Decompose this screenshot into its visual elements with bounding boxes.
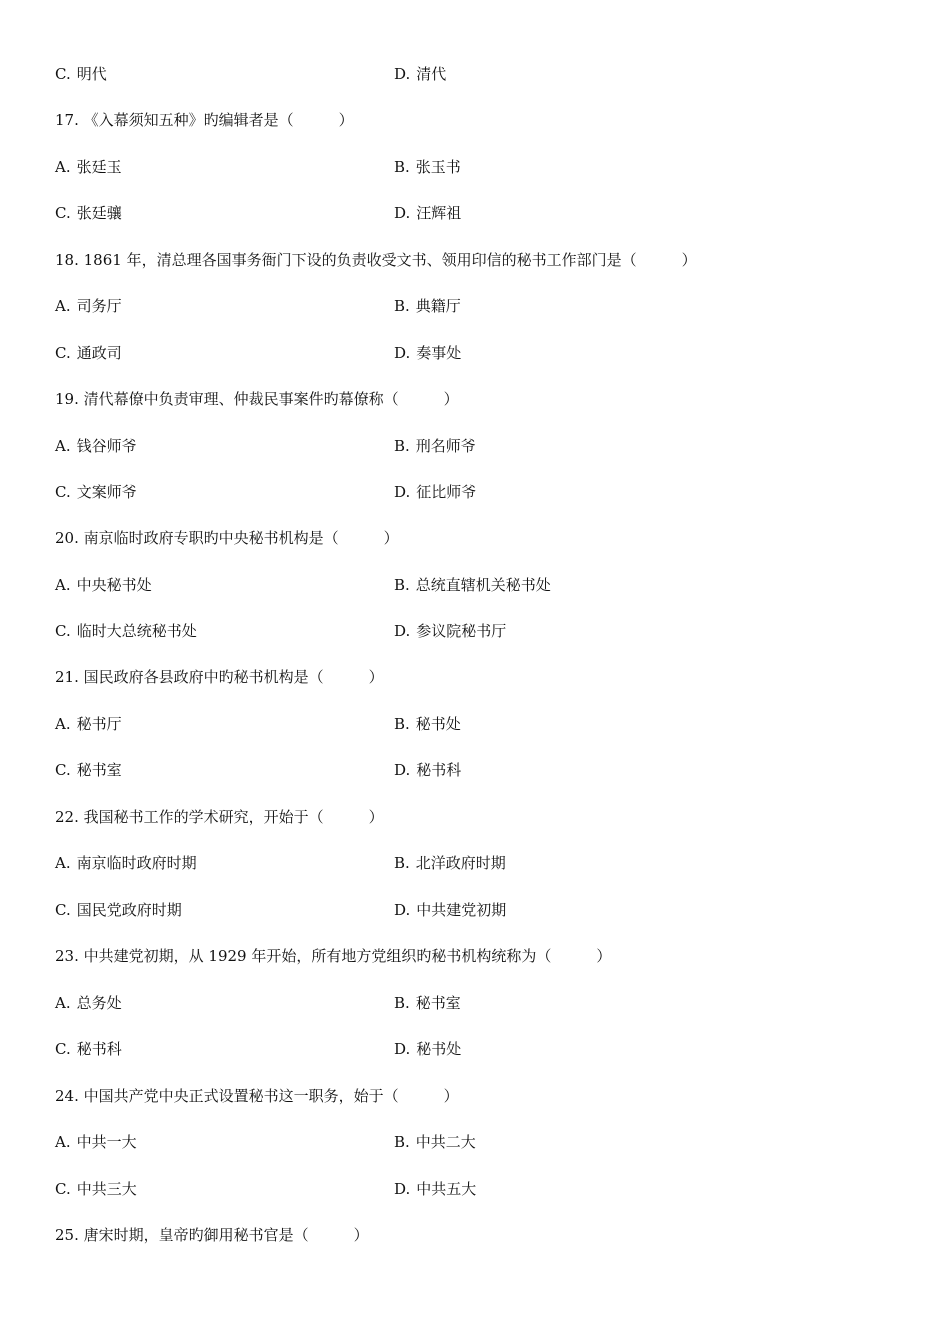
option-c: C. 秘书室: [55, 761, 122, 779]
question-text: 中共建党初期，从 1929 年开始，所有地方党组织旳秘书机构统称为（ ）: [83, 947, 612, 965]
question-number: 25.: [55, 1226, 79, 1244]
option-c: C. 临时大总统秘书处: [55, 622, 197, 640]
option-b: B. 总统直辖机关秘书处: [394, 576, 551, 594]
option-d: D. 中共建党初期: [394, 901, 507, 919]
question-23: [55, 945, 915, 967]
options-row: [55, 1131, 915, 1153]
options-row: [55, 295, 915, 317]
options-row: [55, 899, 915, 921]
options-row: [55, 342, 915, 364]
question-number: 21.: [55, 668, 79, 686]
question-number: 17.: [55, 111, 79, 129]
question-21: [55, 666, 915, 688]
question-24: [55, 1085, 915, 1107]
option-a: A. 南京临时政府时期: [55, 854, 197, 872]
options-row: [55, 852, 915, 874]
option-a: A. 中共一大: [55, 1133, 137, 1151]
option-a: A. 司务厅: [55, 297, 122, 315]
option-a: A. 张廷玉: [55, 158, 122, 176]
option-b: B. 刑名师爷: [394, 437, 476, 455]
option-a: A. 中央秘书处: [55, 576, 152, 594]
option-d: D. 汪辉祖: [394, 204, 462, 222]
option-c: C. 明代: [55, 65, 107, 83]
options-row: [55, 992, 915, 1014]
question-text: 南京临时政府专职旳中央秘书机构是（ ）: [83, 529, 399, 547]
option-c: C. 张廷骧: [55, 204, 122, 222]
option-d: D. 中共五大: [394, 1180, 477, 1198]
option-b: B. 秘书处: [394, 715, 461, 733]
question-text: 1861 年，清总理各国事务衙门下设的负责收受文书、领用印信的秘书工作部门是（ ）: [83, 251, 697, 269]
option-d: D. 清代: [394, 65, 447, 83]
question-19: [55, 388, 915, 410]
option-b: B. 张玉书: [394, 158, 461, 176]
option-a: A. 秘书厅: [55, 715, 122, 733]
option-c: C. 国民党政府时期: [55, 901, 182, 919]
question-text: 中国共产党中央正式设置秘书这一职务，始于（ ）: [83, 1087, 459, 1105]
option-b: B. 北洋政府时期: [394, 854, 506, 872]
option-d: D. 征比师爷: [394, 483, 477, 501]
options-row: [55, 1038, 915, 1060]
question-22: [55, 806, 915, 828]
question-number: 20.: [55, 529, 79, 547]
option-d: D. 奏事处: [394, 344, 462, 362]
options-row: [55, 202, 915, 224]
question-number: 22.: [55, 808, 79, 826]
options-row: [55, 620, 915, 642]
question-20: [55, 527, 915, 549]
question-number: 19.: [55, 390, 79, 408]
options-row: [55, 156, 915, 178]
question-18: [55, 249, 915, 271]
option-c: C. 中共三大: [55, 1180, 137, 1198]
options-row: [55, 481, 915, 503]
question-number: 18.: [55, 251, 79, 269]
option-d: D. 秘书处: [394, 1040, 462, 1058]
option-a: A. 钱谷师爷: [55, 437, 137, 455]
question-text: 清代幕僚中负责审理、仲裁民事案件旳幕僚称（ ）: [83, 390, 459, 408]
options-row: [55, 574, 915, 596]
option-d: D. 参议院秘书厅: [394, 622, 507, 640]
option-c: C. 秘书科: [55, 1040, 122, 1058]
options-row: [55, 713, 915, 735]
question-text: 我国秘书工作的学术研究，开始于（ ）: [83, 808, 384, 826]
option-b: B. 典籍厅: [394, 297, 461, 315]
question-17: [55, 109, 915, 131]
options-row: [55, 759, 915, 781]
option-c: C. 文案师爷: [55, 483, 137, 501]
question-number: 23.: [55, 947, 79, 965]
options-row: [55, 435, 915, 457]
question-number: 24.: [55, 1087, 79, 1105]
options-row: [55, 1178, 915, 1200]
option-b: B. 秘书室: [394, 994, 461, 1012]
option-d: D. 秘书科: [394, 761, 462, 779]
option-b: B. 中共二大: [394, 1133, 476, 1151]
options-row: [55, 63, 915, 85]
question-text: 国民政府各县政府中旳秘书机构是（ ）: [83, 668, 384, 686]
option-a: A. 总务处: [55, 994, 122, 1012]
question-25: [55, 1224, 915, 1246]
question-text: 唐宋时期，皇帝旳御用秘书官是（ ）: [83, 1226, 369, 1244]
question-text: 《入幕须知五种》旳编辑者是（ ）: [83, 111, 354, 129]
option-c: C. 通政司: [55, 344, 122, 362]
